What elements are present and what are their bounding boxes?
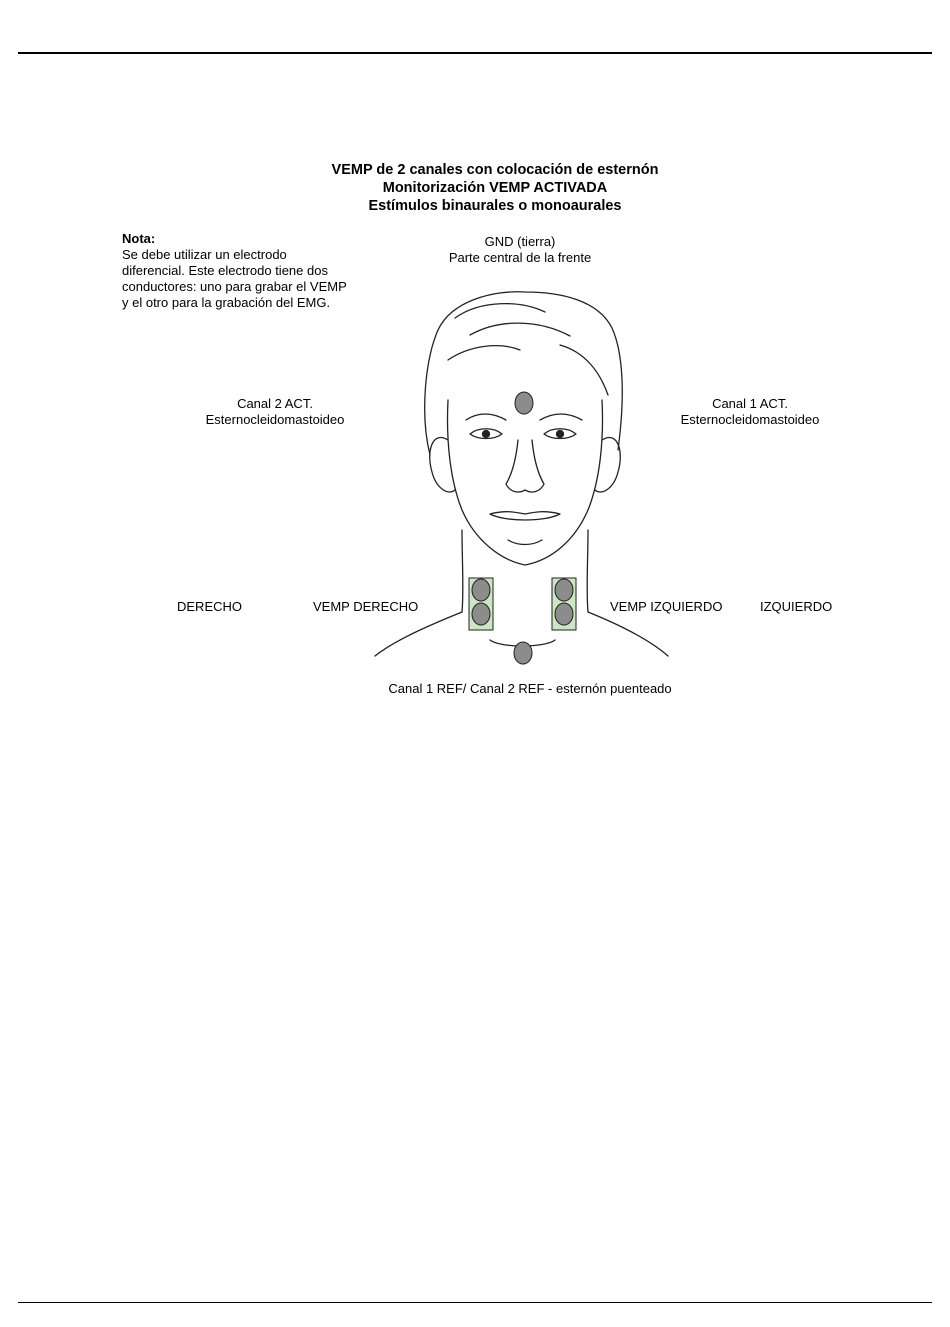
neck-left [587, 530, 588, 612]
side-right-label: DERECHO [177, 599, 243, 614]
right-eyebrow [466, 414, 506, 420]
left-shoulder [588, 612, 668, 656]
canal1-label-line-1: Canal 1 ACT. [712, 396, 788, 411]
gnd-label-line-1: GND (tierra) [484, 234, 556, 249]
right-electrode-lower [472, 603, 490, 625]
note-line: y el otro para la grabación del EMG. [122, 295, 331, 310]
footer-rule [18, 1302, 932, 1303]
diagram-title-line-2: Monitorización VEMP ACTIVADA [382, 180, 608, 196]
diagram-title-line-1: VEMP de 2 canales con colocación de esternón [331, 162, 659, 178]
vemp-left-label: VEMP IZQUIERDO [610, 599, 723, 614]
left-ear [595, 438, 620, 492]
left-eyebrow [540, 414, 582, 420]
right-pupil [483, 431, 490, 438]
hair-strands [448, 304, 608, 395]
neck-right [462, 530, 463, 612]
sternum-electrode [514, 642, 532, 664]
chin-crease [508, 540, 542, 545]
diagram-title-line-3: Estímulos binaurales o monoaurales [368, 198, 622, 214]
canal2-label-line-2: Esternocleidomastoideo [205, 412, 345, 427]
left-pupil [557, 431, 564, 438]
note-line: Se debe utilizar un electrodo [122, 247, 287, 262]
gnd-label-line-2: Parte central de la frente [448, 250, 592, 265]
right-electrode-upper [472, 579, 490, 601]
vemp-right-label: VEMP DERECHO [313, 599, 419, 614]
nose [506, 440, 544, 492]
gnd-electrode [515, 392, 533, 414]
note-line: diferencial. Este electrodo tiene dos [122, 263, 328, 278]
note-line: conductores: uno para grabar el VEMP [122, 279, 347, 294]
right-shoulder [375, 612, 462, 656]
hair-outline [425, 292, 623, 455]
side-left-label: IZQUIERDO [760, 599, 833, 614]
right-ear [430, 438, 455, 492]
face-outline [448, 400, 603, 565]
canal1-label-line-2: Esternocleidomastoideo [680, 412, 820, 427]
note-heading: Nota: [122, 231, 156, 246]
canal2-label-line-1: Canal 2 ACT. [237, 396, 313, 411]
mouth [490, 512, 560, 520]
left-electrode-upper [555, 579, 573, 601]
left-electrode-lower [555, 603, 573, 625]
reference-label: Canal 1 REF/ Canal 2 REF - esternón puenteado [388, 681, 672, 696]
